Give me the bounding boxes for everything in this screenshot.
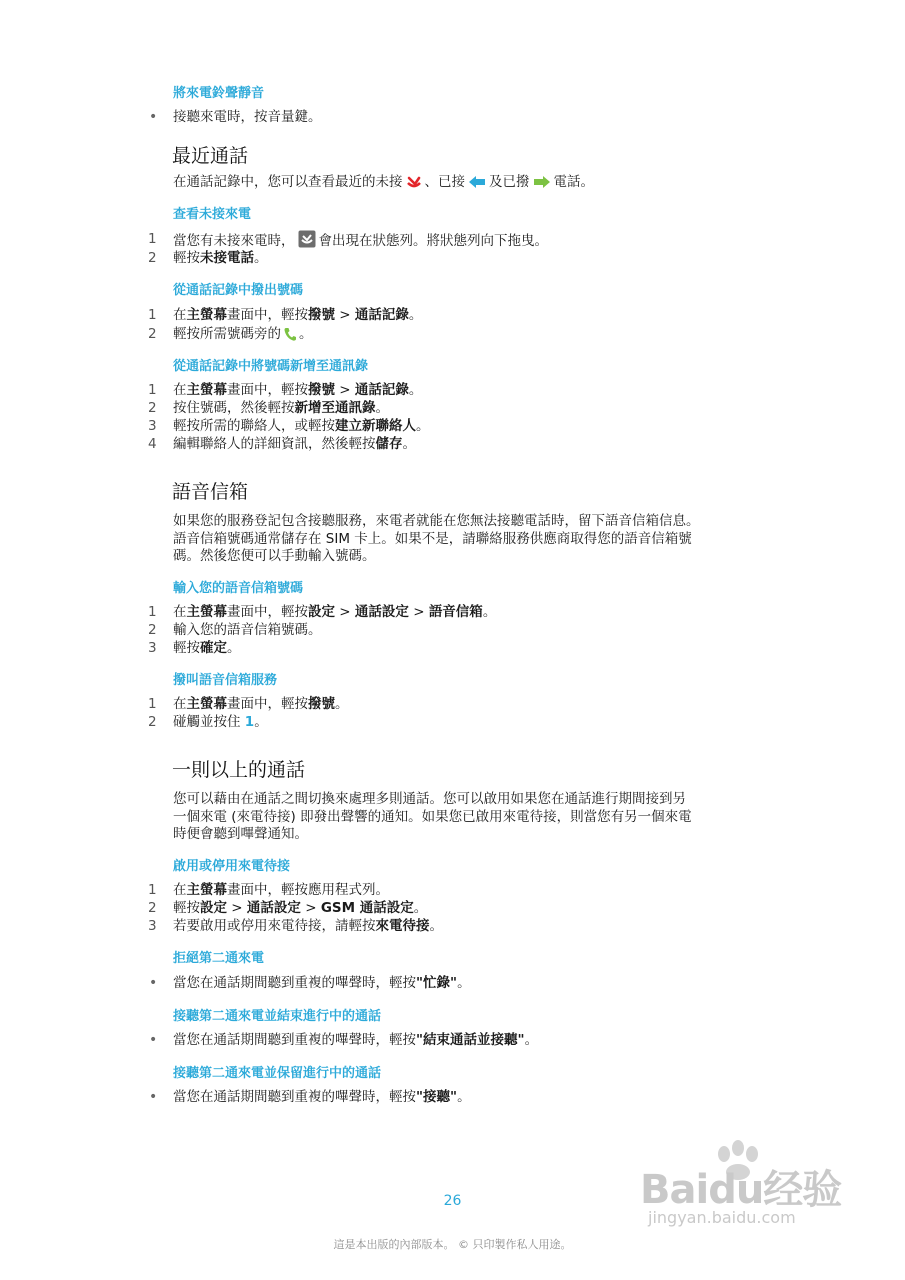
watermark-brand: Baidu经验 xyxy=(640,1167,842,1213)
step-part: 畫面中，輕按 xyxy=(227,307,308,323)
step-text xyxy=(173,899,427,917)
step-part: 輕按所需的聯絡人，或輕按 xyxy=(173,418,335,434)
step-part: 。 xyxy=(413,900,428,916)
step-text xyxy=(173,639,241,657)
subheading-reject-second-call: 拒絕第二通來電 xyxy=(173,951,265,966)
step-keyword: GSM 通話設定 xyxy=(320,900,414,916)
step-keyword: 主螢幕 xyxy=(186,382,227,398)
desc-part: 在通話記錄中，您可以查看最近的未接 xyxy=(173,174,403,190)
step-text xyxy=(173,917,443,935)
step-number: 1 xyxy=(148,604,157,620)
step-part: 。 xyxy=(429,918,443,934)
bullet-text xyxy=(173,974,471,992)
step-text xyxy=(173,881,389,899)
step-part: 畫面中，輕按 xyxy=(227,382,308,398)
step-part: 。 xyxy=(375,400,389,416)
step-part: 輕按所需號碼旁的 xyxy=(173,326,281,342)
step-part: 畫面中，輕按應用程式列。 xyxy=(227,882,389,898)
bullet-part: 。 xyxy=(457,975,471,991)
bullet: • xyxy=(149,1032,158,1048)
step-part: 。 xyxy=(482,604,497,620)
step-part: 編輯聯絡人的詳細資訊，然後輕按 xyxy=(173,436,376,452)
bullet-text xyxy=(173,1031,538,1049)
step-part: 。 xyxy=(416,418,430,434)
bullet: • xyxy=(149,1089,158,1105)
step-part: 。 xyxy=(335,696,349,712)
step-text xyxy=(173,381,422,399)
bullet-part: 當您在通話期間聽到重複的嗶聲時，輕按 xyxy=(173,975,416,991)
step-number: 1 xyxy=(148,307,157,323)
step-number: 1 xyxy=(148,231,157,247)
step-keyword: 撥號 xyxy=(308,382,335,398)
step-part: 按住號碼，然後輕按 xyxy=(173,400,295,416)
bullet-part: 當您在通話期間聽到重複的嗶聲時，輕按 xyxy=(173,1032,416,1048)
footer-note: 這是本出版的內部版本。 © 只印製作私人用途。 xyxy=(333,1238,572,1251)
step-part: 在 xyxy=(173,696,187,712)
subheading-view-missed: 查看未接來電 xyxy=(173,207,252,222)
missed-call-status-icon xyxy=(298,230,316,253)
step-keyword: 未接電話 xyxy=(200,250,254,266)
subheading-call-waiting-toggle: 啟用或停用來電待接 xyxy=(173,859,291,874)
key-one-label: 1 xyxy=(244,714,255,730)
step-part: 畫面中，輕按 xyxy=(227,604,308,620)
voicemail-paragraph-line: 碼。然後您便可以手動輸入號碼。 xyxy=(173,548,376,564)
subheading-add-to-contacts: 從通話記錄中將號碼新增至通訊錄 xyxy=(173,359,369,374)
recent-calls-description xyxy=(173,173,594,194)
bullet-part: 。 xyxy=(457,1089,471,1105)
step-text xyxy=(173,417,430,435)
subheading-answer-end-current: 接聽第二通來電並結束進行中的通話 xyxy=(173,1009,382,1024)
step-number: 2 xyxy=(148,400,157,416)
baidu-watermark xyxy=(640,1140,860,1232)
step-keyword: 確定 xyxy=(200,640,227,656)
step-part: 。 xyxy=(254,714,268,730)
step-text xyxy=(173,435,416,453)
voicemail-paragraph-line: 語音信箱號碼通常儲存在 SIM 卡上。如果不是，請聯絡服務供應商取得您的語音信箱號 xyxy=(173,531,692,547)
page-number: 26 xyxy=(443,1193,462,1209)
received-call-icon xyxy=(468,175,486,194)
watermark-url: jingyan.baidu.com xyxy=(648,1208,796,1227)
step-keyword: 主螢幕 xyxy=(186,604,227,620)
bullet: • xyxy=(149,109,158,125)
step-text xyxy=(173,695,349,713)
step-text: 輸入您的語音信箱號碼。 xyxy=(173,622,322,638)
bullet-text xyxy=(173,1088,471,1106)
desc-part: 、已接 xyxy=(424,174,465,190)
step-part: > xyxy=(335,307,355,323)
multi-paragraph-line: 一個來電 (來電待接) 即發出聲響的通知。如果您已啟用來電待接，則當您有另一個來電 xyxy=(173,809,692,825)
step-keyword: 設定 xyxy=(200,900,227,916)
step-part: 。 xyxy=(227,640,241,656)
step-text xyxy=(173,306,422,324)
heading-voicemail: 語音信箱 xyxy=(172,481,249,503)
step-keyword: 儲存 xyxy=(375,436,403,452)
subheading-call-voicemail: 撥叫語音信箱服務 xyxy=(173,673,278,688)
heading-multiple-calls: 一則以上的通話 xyxy=(172,759,306,781)
step-text xyxy=(173,713,268,731)
step-part: 。 xyxy=(299,326,313,342)
step-keyword: 新增至通訊錄 xyxy=(294,400,376,416)
subheading-enter-voicemail-number: 輸入您的語音信箱號碼 xyxy=(173,581,304,596)
step-part: 輕按 xyxy=(173,250,200,266)
multi-paragraph-line: 時便會聽到嗶聲通知。 xyxy=(173,826,308,842)
heading-recent-calls: 最近通話 xyxy=(172,145,249,167)
phone-icon xyxy=(284,327,296,346)
missed-call-icon xyxy=(406,175,422,194)
step-part: 在 xyxy=(173,382,187,398)
step-number: 2 xyxy=(148,326,157,342)
step-part: 會出現在狀態列。將狀態列向下拖曳。 xyxy=(318,233,548,249)
step-number: 1 xyxy=(148,382,157,398)
step-number: 1 xyxy=(148,882,157,898)
step-number: 3 xyxy=(148,640,157,656)
desc-part: 及已撥 xyxy=(489,174,530,190)
bullet-keyword: "結束通話並接聽" xyxy=(416,1032,525,1048)
step-number: 2 xyxy=(148,714,157,730)
step-part: > xyxy=(408,604,429,620)
step-part: 碰觸並按住 xyxy=(173,714,245,730)
step-part: 輕按 xyxy=(173,640,200,656)
step-number: 2 xyxy=(148,622,157,638)
step-text xyxy=(173,325,313,346)
step-keyword: 來電待接 xyxy=(375,918,430,934)
step-part: > xyxy=(227,900,247,916)
bullet-keyword: "忙錄" xyxy=(416,975,458,991)
step-part: 在 xyxy=(173,307,187,323)
subheading-answer-hold-current: 接聽第二通來電並保留進行中的通話 xyxy=(173,1066,382,1081)
subheading-dial-from-log: 從通話記錄中撥出號碼 xyxy=(173,283,304,298)
step-part: 在 xyxy=(173,882,187,898)
step-keyword: 建立新聯絡人 xyxy=(335,418,416,434)
bullet-part: 。 xyxy=(524,1032,539,1048)
step-number: 2 xyxy=(148,900,157,916)
multi-paragraph-line: 您可以藉由在通話之間切換來處理多則通話。您可以啟用如果您在通話進行期間接到另 xyxy=(173,791,686,807)
step-keyword: 設定 xyxy=(308,604,335,620)
step-part: 。 xyxy=(254,250,268,266)
step-part: 當您有未接來電時， xyxy=(173,233,295,249)
bullet-part: 當您在通話期間聽到重複的嗶聲時，輕按 xyxy=(173,1089,416,1105)
step-keyword: 通話記錄 xyxy=(354,307,409,323)
step-part: 在 xyxy=(173,604,187,620)
step-keyword: 撥號 xyxy=(308,696,335,712)
step-number: 1 xyxy=(148,696,157,712)
step-keyword: 語音信箱 xyxy=(428,604,483,620)
step-part: > xyxy=(335,382,355,398)
step-keyword: 通話設定 xyxy=(354,604,409,620)
bullet: • xyxy=(149,975,158,991)
step-text xyxy=(173,249,268,267)
step-text xyxy=(173,603,496,621)
step-keyword: 主螢幕 xyxy=(186,307,227,323)
step-part: 輕按 xyxy=(173,900,200,916)
step-number: 3 xyxy=(148,418,157,434)
step-text xyxy=(173,399,389,417)
step-keyword: 通話設定 xyxy=(246,900,301,916)
step-part: 。 xyxy=(402,436,416,452)
step-part: 若要啟用或停用來電待接，請輕按 xyxy=(173,918,376,934)
step-part: > xyxy=(300,900,321,916)
step-keyword: 主螢幕 xyxy=(186,882,227,898)
step-part: > xyxy=(335,604,355,620)
step-number: 4 xyxy=(148,436,157,452)
bullet-keyword: "接聽" xyxy=(416,1089,458,1105)
step-keyword: 撥號 xyxy=(308,307,335,323)
step-part: 。 xyxy=(408,382,423,398)
step-keyword: 通話記錄 xyxy=(354,382,409,398)
step-number: 2 xyxy=(148,250,157,266)
desc-part: 電話。 xyxy=(553,174,594,190)
step-keyword: 主螢幕 xyxy=(186,696,227,712)
step-part: 。 xyxy=(408,307,423,323)
voicemail-paragraph-line: 如果您的服務登記包含接聽服務，來電者就能在您無法接聽電話時，留下語音信箱信息。 xyxy=(173,513,700,529)
dialed-call-icon xyxy=(533,175,551,194)
step-part: 畫面中，輕按 xyxy=(227,696,308,712)
step-number: 3 xyxy=(148,918,157,934)
mute-instruction: 接聽來電時，按音量鍵。 xyxy=(173,109,322,125)
subheading-mute-ringtone: 將來電鈴聲靜音 xyxy=(173,86,265,101)
